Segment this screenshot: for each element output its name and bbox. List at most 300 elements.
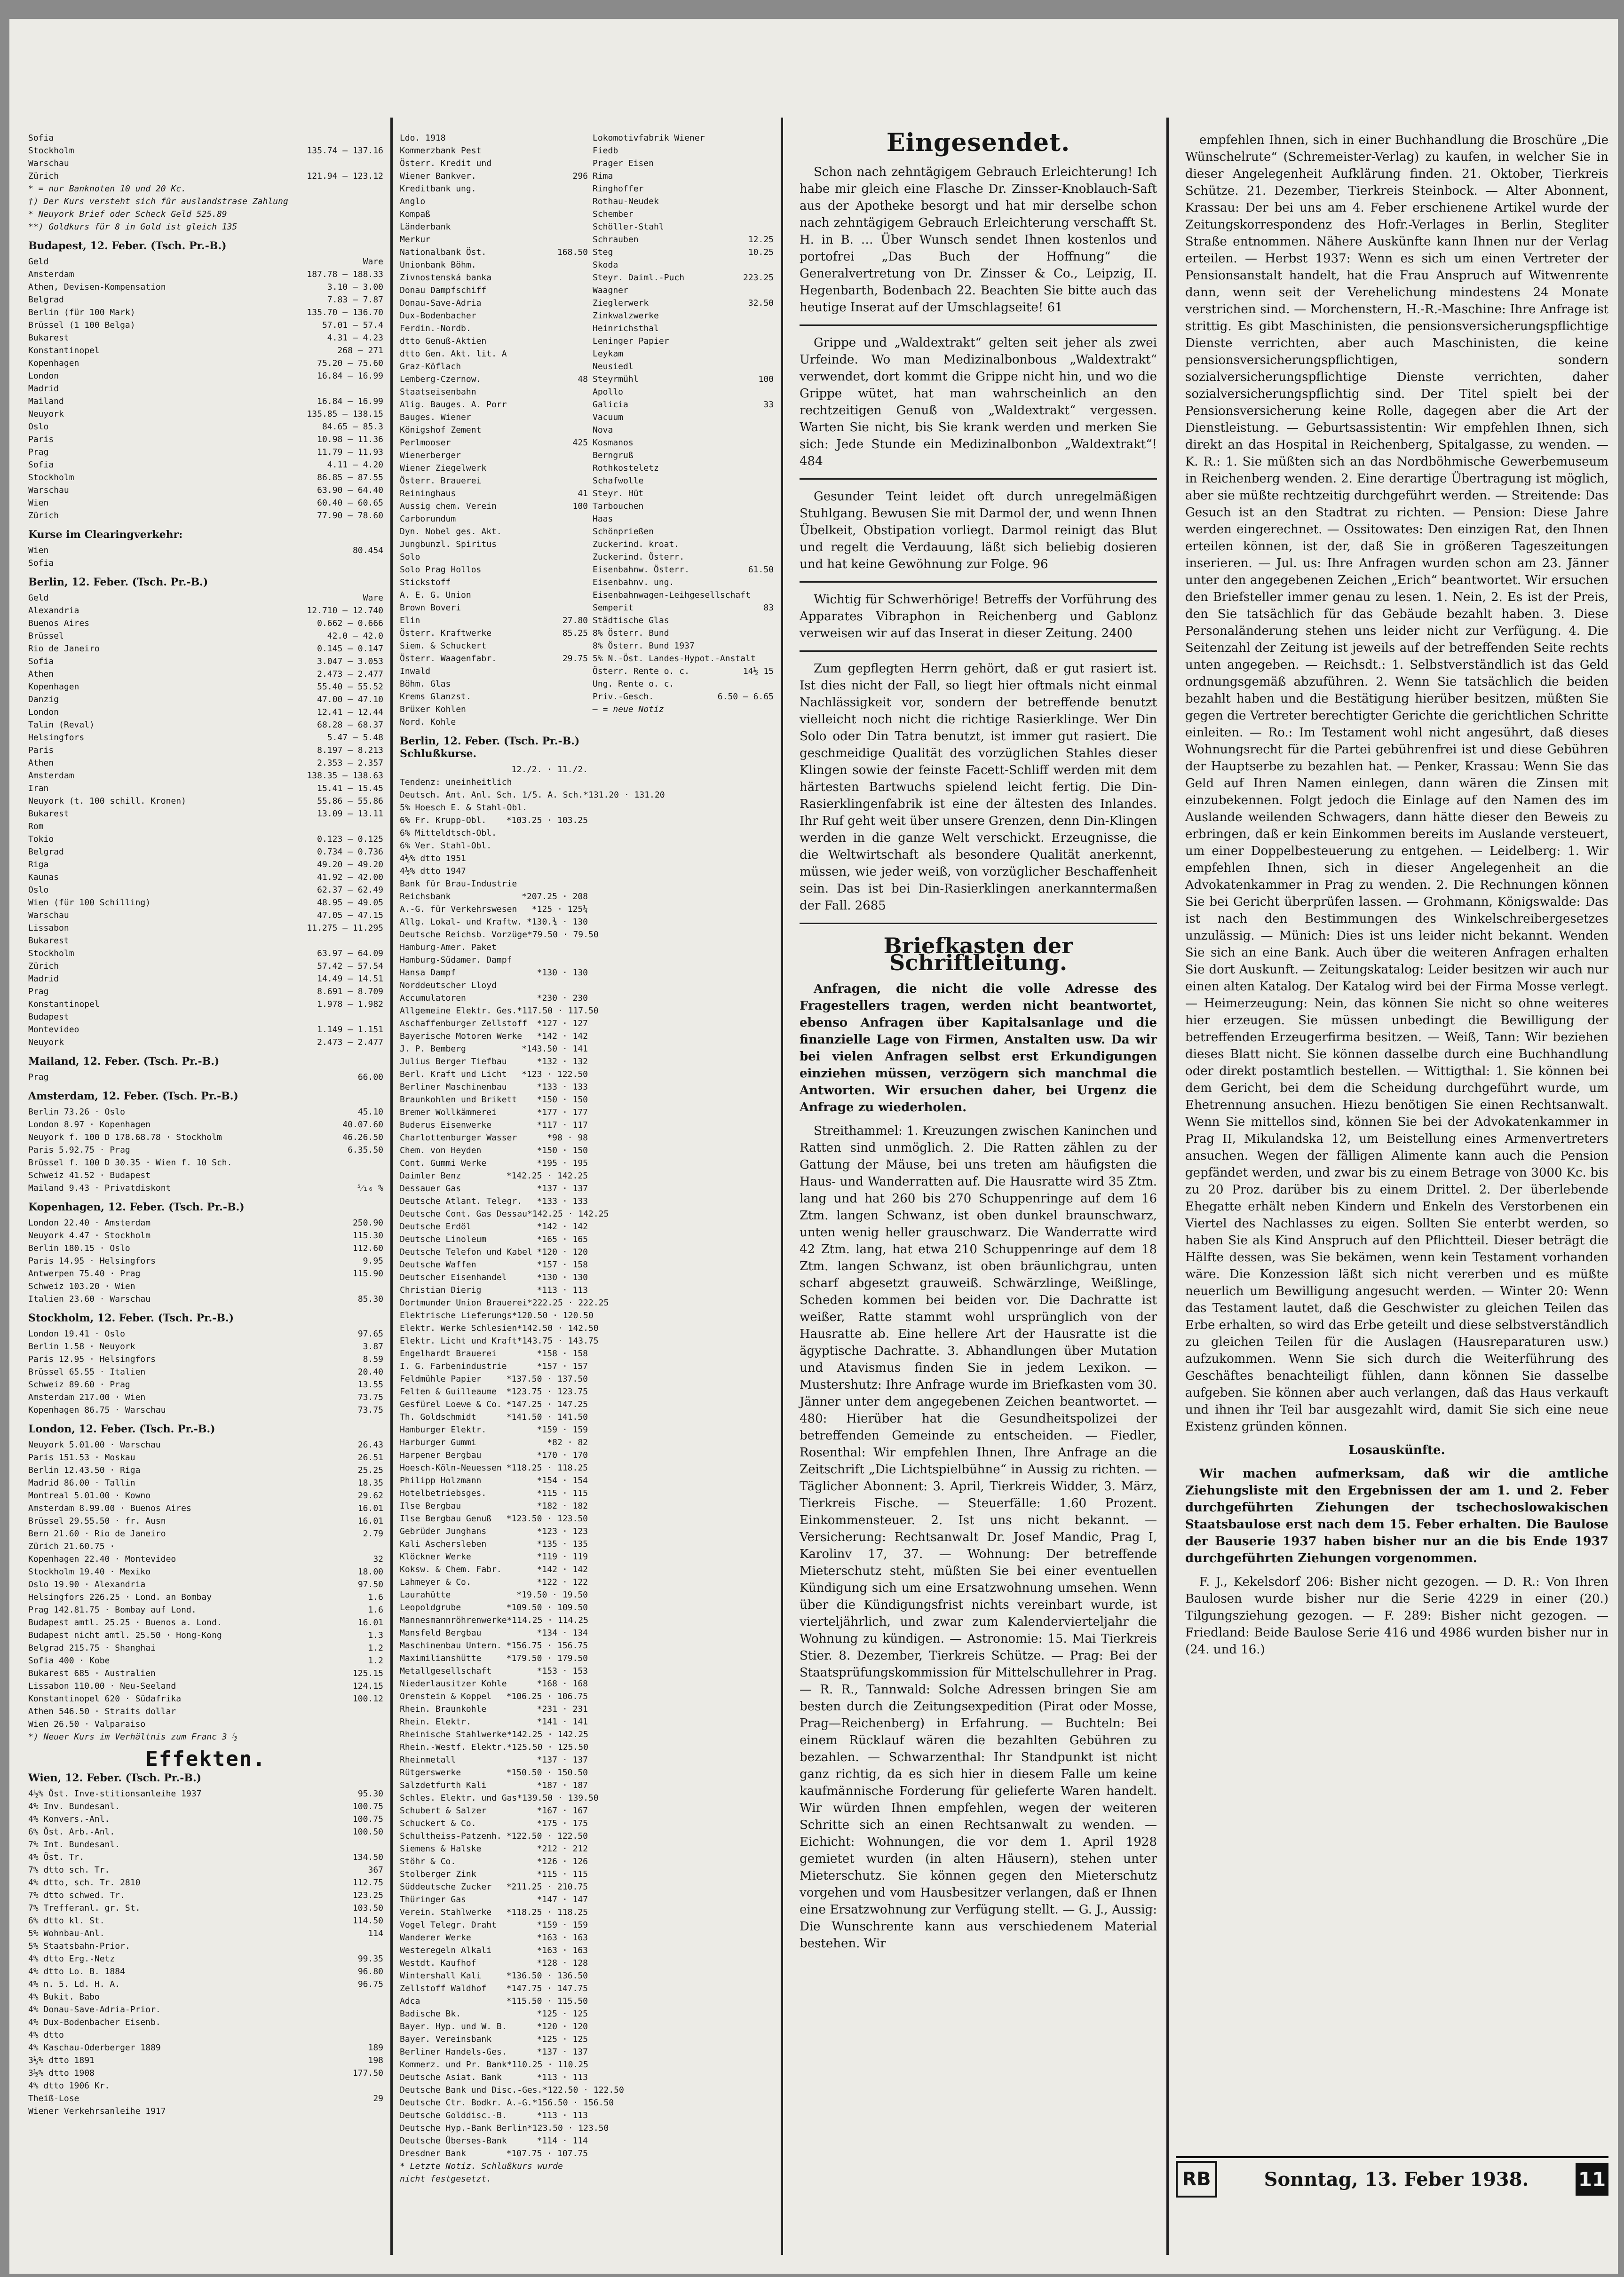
- quote-name: A.-G. für Verkehrswesen: [400, 904, 517, 914]
- quote-name: Berlin 73.26 · Oslo: [28, 1107, 125, 1117]
- quote-value: 40.07.60: [342, 1120, 383, 1130]
- section-heading-briefkasten: Briefkasten der Schriftleitung.: [883, 933, 1073, 975]
- quote-name: 4½% dtto 1951: [400, 854, 466, 863]
- quote-value: 85.25: [562, 628, 588, 638]
- quote-row: [400, 144, 588, 157]
- quote-value: *187 · 187: [537, 1780, 588, 1790]
- quote-value: 135.70 — 136.70: [307, 308, 383, 317]
- quote-row: [400, 979, 588, 992]
- quote-row: [400, 814, 588, 827]
- quote-name: Kali Aschersleben: [400, 1539, 487, 1549]
- quote-row: [593, 563, 774, 576]
- quote-row: [28, 144, 383, 157]
- quote-name: Jungbunzl. Spiritus: [400, 539, 497, 549]
- quote-name: Feldmühle Papier: [400, 1374, 482, 1384]
- quote-name: Klöckner Werke: [400, 1552, 471, 1562]
- quote-row: [400, 297, 588, 309]
- quote-value: 48: [578, 374, 588, 384]
- quote-row: [28, 1106, 383, 1118]
- quote-name: 4% Inv. Bundesanl.: [28, 1802, 120, 1811]
- quote-row: [400, 954, 588, 966]
- quote-row: [400, 1500, 588, 1512]
- quote-value: *163 · 163: [537, 1933, 588, 1943]
- berlin-heading: Berlin, 12. Feber. (Tsch. Pr.-B.): [28, 576, 208, 588]
- eingesendet-article: Zum gepflegten Herrn gehört, daß er gut rasiert ist. Ist dies nicht der Fall, so liegt hier oftmals nicht einmal Nachlässigkeit vor, sondern der betreffende benutzt vielleicht noch nicht die richtige Rasierklinge. Wer Din Solo oder Din Tatra benutzt, ist immer gut rasiert. Die geschmeidige Qualität des vorzüglichen Stahles dieser Klingen sowie der feinste Facett-Schliff werden mit dem härtesten Bartwuchs spielend leicht fertig. Die Din-Rasierklingenfabrik ist eine der ältesten des Inlandes. Ihr Ruf geht weit über unsere Grenzen, denn Din-Klingen werden in die ganze Welt verschickt. Erzeugnisse, die die Weltwirtschaft als besondere Qualität anerkennt, müssen, wie jeder weiß, von vorzüglicher Beschaffenheit sein. Das ist bei Din-Rasierklingen anerkanntermaßen der Fall. 2685: [800, 662, 1157, 913]
- quote-value: 121.94 — 123.12: [307, 171, 383, 181]
- quote-name: Buderus Eisenwerke: [400, 1120, 492, 1130]
- quote-row: [400, 182, 588, 195]
- quote-name: 4% Konvers.-Anl.: [28, 1814, 110, 1824]
- quote-name: I. G. Farbenindustrie: [400, 1361, 507, 1371]
- quote-row: [28, 1118, 383, 1131]
- quote-name: Berlin (für 100 Mark): [28, 308, 135, 317]
- quote-name: Sofia: [28, 460, 54, 470]
- quote-value: 12./2. · 11./2.: [511, 765, 588, 775]
- quote-value: 10.25: [748, 247, 774, 257]
- quote-value: *211.25 · 210.75: [506, 1882, 588, 1892]
- quote-value: *98 · 98: [547, 1133, 588, 1143]
- quote-name: Helsingfors: [28, 733, 85, 743]
- quote-row: [28, 1705, 383, 1718]
- quote-name: Norddeutscher Lloyd: [400, 980, 497, 990]
- quote-row: [400, 1208, 609, 1220]
- quote-value: 45.10: [357, 1107, 383, 1117]
- quote-name: Lissabon: [28, 923, 69, 933]
- quote-row: [28, 1182, 383, 1194]
- quote-value: *131.20 · 131.20: [583, 790, 665, 800]
- quote-value: *142 · 142: [537, 1031, 588, 1041]
- quote-row: [400, 233, 588, 246]
- quote-value: 32: [373, 1554, 383, 1564]
- quote-row: [400, 1182, 588, 1195]
- quote-row: [400, 2046, 588, 2058]
- quote-name: Koksw. & Chem. Fabr.: [400, 1565, 502, 1574]
- quote-row: [593, 627, 774, 640]
- quote-value: 115.90: [352, 1269, 383, 1279]
- quote-row: [400, 2071, 588, 2084]
- quote-value: 5.47 — 5.48: [327, 733, 383, 743]
- quote-row: [400, 1347, 588, 1360]
- quote-value: *154 · 154: [537, 1476, 588, 1486]
- column-labels: [28, 255, 383, 268]
- quote-name: Buenos Aires: [28, 618, 90, 628]
- quote-name: Zieglerwerk: [593, 298, 649, 308]
- quote-row: [400, 1906, 588, 1919]
- quote-value: 99.35: [357, 1954, 383, 1964]
- quote-name: Städtische Glas: [593, 616, 669, 625]
- quote-name: Leopoldgrube: [400, 1603, 461, 1613]
- quote-value: *120.50 · 120.50: [512, 1311, 594, 1320]
- quote-value: *136.50 · 136.50: [506, 1971, 588, 1981]
- quote-row: [28, 2016, 383, 2029]
- quote-row: [400, 640, 588, 652]
- quote-name: Österr. Waagenfabr.: [400, 654, 497, 664]
- quote-name: Zuckerind. Österr.: [593, 552, 685, 562]
- quote-row: [593, 157, 774, 170]
- quote-value: 2.473 — 2.477: [317, 669, 383, 679]
- quote-name: Berliner Maschinenbau: [400, 1082, 507, 1092]
- quote-value: 63.97 — 64.09: [317, 949, 383, 958]
- quote-value: 3.10 — 3.00: [327, 282, 383, 292]
- quote-row: [28, 170, 383, 182]
- quote-row: [28, 1366, 383, 1378]
- quote-name: Hamburg-Südamer. Dampf: [400, 955, 512, 965]
- quote-row: [28, 157, 383, 170]
- column-rule: [390, 118, 393, 2255]
- quote-row: [28, 1540, 383, 1553]
- quote-name: Deutsche Bank und Disc.-Ges.: [400, 2085, 543, 2095]
- quote-name: Schrauben: [593, 235, 639, 245]
- quote-row: [28, 281, 383, 293]
- quote-row: [400, 1157, 588, 1170]
- quote-name: Hamburger Elektr.: [400, 1425, 487, 1435]
- quote-value: *115 · 115: [537, 1488, 588, 1498]
- quote-value: *135 · 135: [537, 1539, 588, 1549]
- quote-value: 10.98 — 11.36: [317, 435, 383, 444]
- quote-row: [593, 678, 774, 690]
- quote-row: [400, 525, 588, 538]
- quote-name: Steyr. Hüt: [593, 489, 644, 498]
- quote-name: Kopenhagen: [28, 682, 79, 692]
- quote-row: [28, 497, 383, 509]
- quote-name: Fiedb: [593, 146, 618, 156]
- quote-row: [400, 1538, 588, 1550]
- quote-value: 18.35: [357, 1478, 383, 1488]
- quote-value: 177.50: [352, 2068, 383, 2078]
- quote-value: 9.95: [363, 1256, 383, 1266]
- quote-name: Hansa Dampf: [400, 968, 456, 978]
- quote-name: 4% dtto Lo. B. 1884: [28, 1967, 125, 1977]
- quote-row: [28, 1340, 383, 1353]
- quote-value: *118.25 · 118.25: [506, 1463, 588, 1473]
- quote-name: Kopenhagen 86.75 · Warschau: [28, 1405, 166, 1415]
- quote-value: *142 · 142: [537, 1222, 588, 1232]
- quote-row: [28, 617, 383, 630]
- quote-name: Brüssel 29.55.50 · fr. Ausn: [28, 1516, 166, 1526]
- quote-row: [28, 459, 383, 471]
- quote-value: 96.80: [357, 1967, 383, 1977]
- quote-value: *150.50 · 150.50: [506, 1768, 588, 1778]
- quote-row: [28, 1914, 383, 1927]
- quote-value: 2.473 — 2.477: [317, 1037, 383, 1047]
- quote-name: 6% Mitteldtsch-Obl.: [400, 828, 497, 838]
- quote-row: [28, 1391, 383, 1404]
- quote-row: [28, 1965, 383, 1978]
- quote-value: *19.50 · 19.50: [516, 1590, 588, 1600]
- quote-row: [400, 1360, 588, 1373]
- quote-name: Rothau-Neudek: [593, 197, 659, 206]
- rate-note: * Neuyork Brief oder Scheck Geld 525.89: [28, 209, 227, 219]
- quote-row: [400, 1119, 588, 1131]
- quote-row: [593, 525, 774, 538]
- quote-value: 84.65 — 85.3: [322, 422, 383, 432]
- rate-note: * = nur Banknoten 10 und 20 Kc.: [28, 184, 186, 194]
- quote-value: *231 · 231: [537, 1704, 588, 1714]
- quote-value: *230 · 230: [537, 993, 588, 1003]
- quote-name: 7% Trefferanl. gr. St.: [28, 1903, 141, 1913]
- quote-row: [400, 1017, 588, 1030]
- quote-row: [400, 411, 588, 424]
- quote-value: 115.30: [352, 1231, 383, 1241]
- quote-value: 1.978 — 1.982: [317, 999, 383, 1009]
- quote-value: *128 · 128: [537, 1958, 588, 1968]
- quote-row: [400, 1411, 588, 1423]
- quote-name: Dortmunder Union Brauerei: [400, 1298, 527, 1308]
- quote-row: [28, 757, 383, 769]
- quote-value: *156.50 · 156.50: [532, 2098, 614, 2108]
- quote-row: [28, 1629, 383, 1642]
- quote-value: 49.20 — 49.20: [317, 860, 383, 870]
- quote-name: Hotelbetriebsges.: [400, 1488, 487, 1498]
- quote-row: [400, 1893, 588, 1906]
- page-footer: [1176, 2156, 1608, 2200]
- quote-row: [28, 2079, 383, 2092]
- quote-row: [28, 1813, 383, 1826]
- quote-value: *137.50 · 137.50: [506, 1374, 588, 1384]
- quote-value: Ware: [363, 257, 383, 267]
- quote-name: dtto Gen. Akt. lit. A: [400, 349, 507, 359]
- quote-row: [593, 513, 774, 525]
- quote-row: [28, 1642, 383, 1654]
- neue-notiz-note: — = neue Notiz: [593, 704, 664, 714]
- quote-name: Kosmanos: [593, 438, 634, 448]
- quote-value: 1.149 — 1.151: [317, 1025, 383, 1035]
- quote-value: *137 · 137: [537, 1755, 588, 1765]
- quote-name: J. P. Bemberg: [400, 1044, 466, 1054]
- quote-name: Christian Dierig: [400, 1285, 482, 1295]
- quote-name: Kaunas: [28, 872, 59, 882]
- quote-row: [28, 557, 383, 569]
- quote-name: Helsingfors 226.25 · Lond. an Bombay: [28, 1592, 212, 1602]
- quote-name: Sofia: [28, 558, 54, 568]
- quote-row: [400, 322, 588, 335]
- quote-value: 29: [373, 2094, 383, 2103]
- quote-row: [28, 909, 383, 922]
- quote-name: 5% Wohnbau-Anl.: [28, 1929, 105, 1938]
- quote-value: *114 · 114: [537, 2136, 588, 2146]
- quote-value: 29.75: [562, 654, 588, 664]
- quote-row: [28, 1071, 383, 1083]
- quote-value: *132 · 132: [537, 1057, 588, 1067]
- quote-row: [400, 1969, 588, 1982]
- quote-row: [400, 1335, 599, 1347]
- quote-name: Dux-Bodenbacher: [400, 311, 476, 321]
- quote-name: Bauges. Wiener: [400, 412, 471, 422]
- quote-name: Brüssel 65.55 · Italien: [28, 1367, 146, 1377]
- quote-name: Rheinmetall: [400, 1755, 456, 1765]
- quote-name: Skoda: [593, 260, 618, 270]
- quote-row: [28, 1502, 383, 1515]
- quote-row: [400, 271, 588, 284]
- quote-row: [400, 563, 588, 576]
- quote-value: 187.78 — 188.33: [307, 269, 383, 279]
- quote-row: [593, 665, 774, 678]
- quote-row: [28, 1217, 383, 1229]
- quote-value: 86.85 — 87.55: [317, 473, 383, 482]
- quote-name: Vacuum: [593, 412, 624, 422]
- quote-name: Nord. Kohle: [400, 717, 456, 727]
- quote-value: 80.454: [352, 546, 383, 555]
- quote-row: [28, 357, 383, 370]
- quote-row: [28, 2105, 383, 2118]
- quote-row: [28, 782, 383, 795]
- quote-value: 61.50: [748, 565, 774, 575]
- quote-row: [400, 1258, 588, 1271]
- quote-row: [400, 1004, 599, 1017]
- quote-row: [400, 195, 588, 208]
- quote-name: Waagner: [593, 285, 628, 295]
- quote-row: [593, 221, 774, 233]
- quote-name: Konstantinopel: [28, 346, 100, 356]
- quote-name: Vogel Telegr. Draht: [400, 1920, 497, 1930]
- quote-name: Dresdner Bank: [400, 2149, 466, 2158]
- quote-name: 8% Österr. Bund: [593, 628, 669, 638]
- quote-value: 189: [368, 2043, 383, 2053]
- quote-row: [28, 1144, 383, 1156]
- quote-name: Ilse Bergbau Genuß: [400, 1514, 492, 1524]
- quote-value: 12.710 — 12.740: [307, 606, 383, 616]
- quote-value: 62.37 — 62.49: [317, 885, 383, 895]
- quote-name: Wiener Bankver.: [400, 171, 476, 181]
- quote-row: [400, 487, 588, 500]
- quote-name: Amsterdam: [28, 771, 74, 781]
- quote-row: [28, 1718, 383, 1731]
- quote-name: Brüssel: [28, 631, 64, 641]
- quote-name: Solo: [400, 552, 420, 562]
- quote-value: 77.90 — 78.60: [317, 511, 383, 521]
- quote-name: 6% Fr. Krupp-Obl.: [400, 815, 487, 825]
- quote-row: [400, 1741, 588, 1754]
- quote-value: 47.00 — 47.10: [317, 695, 383, 704]
- quote-value: *113 · 113: [537, 1285, 588, 1295]
- quote-row: [593, 640, 774, 652]
- quote-value: 97.50: [357, 1580, 383, 1589]
- quote-name: Orenstein & Koppel: [400, 1692, 492, 1701]
- quote-row: [400, 1131, 588, 1144]
- eingesendet-article: Gesunder Teint leidet oft durch unregelmäßigen Stuhlgang. Bewusen Sie mit Darmol der, und wenn Ihnen Übelkeit, Obstipation vorliegt. Darmol reinigt das Blut und regelt die Verdauung, läßt sich beliebig dosieren und hat keine Gewöhnung zur Folge. 96: [800, 490, 1157, 571]
- quote-row: [400, 1957, 588, 1969]
- quote-row: [28, 2092, 383, 2105]
- quote-name: 6% Ver. Stahl-Obl.: [400, 841, 492, 851]
- quote-row: [400, 1881, 588, 1893]
- quote-row: [28, 132, 383, 144]
- quote-value: 7.83 — 7.87: [327, 295, 383, 305]
- quote-name: Eisenbahnwagen-Leihgesellschaft: [593, 590, 751, 600]
- quote-value: 12.25: [748, 235, 774, 245]
- quote-value: 134.50: [352, 1852, 383, 1862]
- quote-row: [28, 731, 383, 744]
- quote-name: Brüssel (1 100 Belga): [28, 320, 135, 330]
- quote-value: *182 · 182: [537, 1501, 588, 1511]
- quote-name: 6% dtto kl. St.: [28, 1916, 105, 1926]
- quote-value: 0.662 — 0.666: [317, 618, 383, 628]
- quote-name: Rütgerswerke: [400, 1768, 461, 1778]
- quote-value: *147 · 147: [537, 1895, 588, 1905]
- quote-name: Wiener Verkehrsanleihe 1917: [28, 2106, 166, 2116]
- quote-value: 68.28 — 68.37: [317, 720, 383, 730]
- quote-name: Bank für Brau-Industrie: [400, 879, 517, 889]
- quote-name: Bukarest: [28, 333, 69, 343]
- quote-name: Berliner Handels-Ges.: [400, 2047, 507, 2057]
- quote-name: Eisenbahnv. ung.: [593, 577, 674, 587]
- column-labels: [400, 763, 588, 776]
- losauskuenfte-items: F. J., Kekelsdorf 206: Bisher nicht gezogen. — D. R.: Von Ihren Baulosen wurde bisher nur die Serie 4229 in einer (20.) Tilgungsziehung gezogen. — F. 289: Bisher nicht gezogen. — Friedland: Beide Baulose Serie 416 und 4986 wurden bisher nur in (24. und 16.): [1185, 1575, 1608, 1657]
- quote-name: Neuyork: [28, 1037, 64, 1047]
- quote-row: [28, 1591, 383, 1604]
- quote-value: 3.87: [363, 1342, 383, 1352]
- stockholm-heading: Stockholm, 12. Feber. (Tsch. Pr.-B.): [28, 1312, 234, 1324]
- quote-name: Prager Eisen: [593, 158, 654, 168]
- quote-row: [400, 789, 665, 801]
- quote-row: [28, 769, 383, 782]
- quote-row: [400, 941, 588, 954]
- quote-row: [400, 1665, 588, 1677]
- quote-row: [400, 1512, 588, 1525]
- quote-name: Aschaffenburger Zellstoff: [400, 1019, 527, 1028]
- quote-row: [593, 170, 774, 182]
- quote-row: [400, 1931, 588, 1944]
- quote-name: Perlmooser: [400, 438, 451, 448]
- effekten-heading: Effekten.: [145, 1747, 266, 1771]
- quote-name: Deutsche Atlant. Telegr.: [400, 1196, 523, 1206]
- quote-name: Mannesmannröhrenwerke: [400, 1615, 507, 1625]
- quote-row: [28, 871, 383, 884]
- quote-name: Inwald: [400, 666, 431, 676]
- quote-name: Tarbouchen: [593, 501, 644, 511]
- eingesendet-article: Wichtig für Schwerhörige! Betreffs der Vorführung des Apparates Vibraphon in Reichenberg und Gablonz verweisen wir auf das Inserat in dieser Zeitung. 2400: [800, 593, 1157, 640]
- quote-name: Paris 151.53 · Moskau: [28, 1453, 135, 1463]
- quote-name: 4½% Öst. Inve-stitionsanleihe 1937: [28, 1789, 202, 1799]
- quote-name: Süddeutsche Zucker: [400, 1882, 492, 1892]
- quote-row: [400, 2122, 609, 2135]
- separator: [800, 923, 1157, 924]
- quote-name: Österr. Rente o. c.: [593, 666, 689, 676]
- quote-row: [400, 865, 588, 878]
- quote-row: [400, 538, 588, 551]
- quote-row: [400, 2135, 588, 2147]
- quote-name: Steyr. Daiml.-Puch: [593, 273, 685, 283]
- quote-name: Österr. Brauerei: [400, 476, 482, 486]
- quote-value: 97.65: [357, 1329, 383, 1339]
- quote-name: Neuyork: [28, 409, 64, 419]
- quote-row: [400, 1576, 588, 1589]
- quote-name: Rheinische Stahlwerke: [400, 1730, 507, 1739]
- briefkasten-intro: Anfragen, die nicht die volle Adresse des Fragestellers tragen, werden nicht beantwortet, ebenso Anfragen über Kapitalsanlage und die finanzielle Lage von Firmen, Anstalten usw. Da wir bei vielen Anfragen selbst erst Erkundigungen einziehen müssen, verzögern sich manchmal die Antworten. Wir ersuchen daher, bei Urgenz die Anfrage zu wiederholen.: [800, 982, 1157, 1115]
- quote-row: [400, 1639, 588, 1652]
- quote-value: *82 · 82: [547, 1438, 588, 1447]
- quote-row: [400, 1779, 588, 1792]
- quote-name: Zürich: [28, 511, 59, 521]
- quote-name: Athen 546.50 · Straits dollar: [28, 1707, 176, 1716]
- quote-value: 12.41 — 12.44: [317, 707, 383, 717]
- quote-name: Berl. Kraft und Licht: [400, 1069, 507, 1079]
- quote-row: [28, 484, 383, 497]
- quote-name: Heinrichsthal: [593, 324, 659, 333]
- quote-row: [400, 890, 588, 903]
- quote-row: [28, 719, 383, 731]
- quote-name: Madrid: [28, 974, 59, 984]
- quote-name: Schuckert & Co.: [400, 1818, 476, 1828]
- quote-value: 29.62: [357, 1491, 383, 1501]
- quote-value: 0.734 — 0.736: [317, 847, 383, 857]
- quote-name: Deutsch. Ant. Anl. Sch. 1/5. A. Sch.: [400, 790, 584, 800]
- quote-name: Bremer Wollkämmerei: [400, 1107, 497, 1117]
- quote-row: [400, 1563, 588, 1576]
- quote-name: Schönprießen: [593, 527, 654, 537]
- quote-name: Paris: [28, 745, 54, 755]
- quote-row: [28, 680, 383, 693]
- separator: [800, 324, 1157, 326]
